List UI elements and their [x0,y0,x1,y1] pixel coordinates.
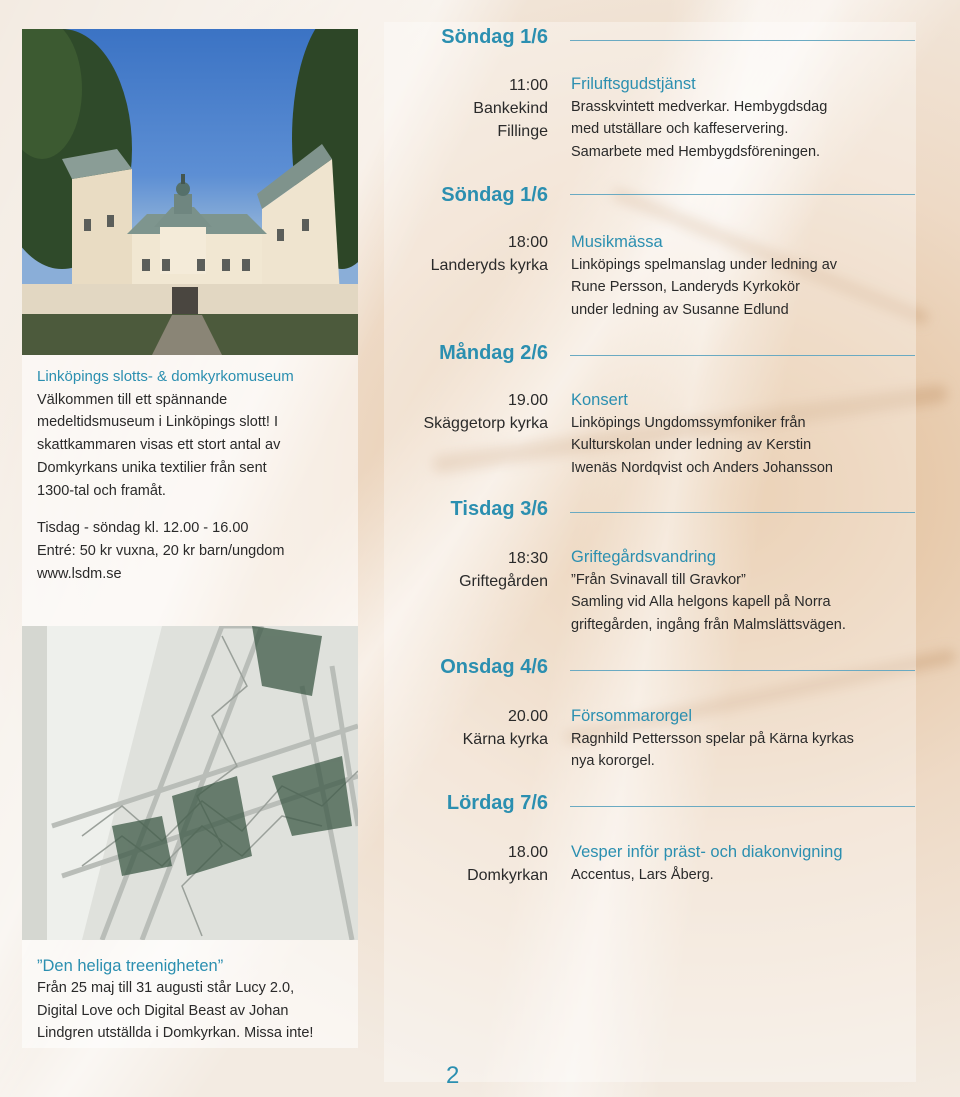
event-description [571,231,916,322]
castle-photo [22,29,358,355]
event-line: Brasskvintett medverkar. Hembygdsdag [571,98,828,115]
event-time: 11:00 [509,77,548,94]
time-place [459,547,548,593]
event-place: Kärna kyrka [462,731,548,748]
event-time: 18:30 [507,550,548,567]
day-heading: Onsdag 4/6 [440,656,548,678]
exhibit-line: Från 25 maj till 31 augusti står Lucy 2.0, [37,980,295,997]
time-place [467,841,548,887]
event-description [571,705,916,773]
page-number: 2 [446,1062,460,1089]
event-title: Musikmässa [571,233,663,251]
event-time: 19.00 [507,392,548,409]
event-line: Rune Persson, Landeryds Kyrkokör [571,279,800,296]
event-line: med utställare och kaffeservering. [571,121,789,138]
event-line: Samling vid Alla helgons kapell på Norra [571,594,831,611]
time-place [431,231,548,277]
museum-description-line: medeltidsmuseum i Linköpings slott! I [37,414,278,431]
event-line: Accentus, Lars Åberg. [571,866,714,883]
event-line: under ledning av Susanne Edlund [571,302,789,319]
exhibit-info [37,955,347,1044]
event-time: 18.00 [507,844,548,861]
event-place: Griftegården [459,573,548,590]
event-line: Linköpings spelmanslag under ledning av [571,256,838,273]
divider-rule [570,194,915,195]
time-place [463,705,548,751]
event-line: Samarbete med Hembygdsföreningen. [571,144,821,161]
event-time: 18:00 [507,234,548,251]
event-line: Kulturskolan under ledning av Kerstin [571,437,812,454]
divider-rule [570,40,915,41]
event-description [571,73,916,164]
day-heading: Söndag 1/6 [441,26,548,48]
event-place: Skäggetorp kyrka [423,415,548,432]
exhibit-line: Lindgren utställda i Domkyrkan. Missa inte! [37,1024,314,1041]
museum-hours: Tisdag - söndag kl. 12.00 - 16.00 [37,520,249,537]
museum-info [37,366,337,585]
event-line: Ragnhild Pettersson spelar på Kärna kyrkas [571,730,854,747]
event-place: Domkyrkan [467,867,548,884]
divider-rule [570,355,915,356]
event-place: Fillinge [497,123,548,140]
divider-rule [570,806,915,807]
event-line: Linköpings Ungdomssymfoniker från [571,414,806,431]
museum-description-line: Välkommen till ett spännande [37,391,228,408]
event-line: griftegården, ingång från Malmslättsvägen. [571,617,846,634]
time-place [423,389,548,435]
museum-description-line: 1300-tal och framåt. [37,482,166,499]
event-title: Griftegårdsvandring [571,548,716,566]
day-heading: Lördag 7/6 [446,792,548,814]
exhibit-line: Digital Love och Digital Beast av Johan [37,1002,289,1019]
event-line: ”Från Svinavall till Gravkor” [571,571,746,588]
event-description [571,841,916,886]
museum-description-line: skattkammaren visas ett stort antal av [37,437,281,454]
event-line: Iwenäs Nordqvist och Anders Johansson [571,460,833,477]
exhibit-title: ”Den heliga treenigheten” [37,957,224,975]
event-place: Landeryds kyrka [430,257,548,274]
divider-rule [570,512,915,513]
event-time: 20.00 [507,708,548,725]
museum-title: Linköpings slotts- & domkyrkomuseum [37,368,294,385]
day-heading: Söndag 1/6 [441,184,548,206]
event-title: Friluftsgudstjänst [571,75,696,93]
museum-entry: Entré: 50 kr vuxna, 20 kr barn/ungdom [37,542,285,559]
day-heading: Tisdag 3/6 [450,498,548,520]
sculpture-photo [22,626,358,940]
event-title: Konsert [571,391,628,409]
event-description [571,389,916,480]
museum-description-line: Domkyrkans unika textilier från sent [37,459,267,476]
event-place: Bankekind [473,100,548,117]
time-place [473,74,548,143]
day-heading: Måndag 2/6 [439,342,548,364]
museum-website-link[interactable]: www.lsdm.se [37,565,122,582]
event-title: Försommarorgel [571,707,693,725]
event-description [571,546,916,637]
divider-rule [570,670,915,671]
event-line: nya kororgel. [571,753,655,770]
event-title: Vesper inför präst- och diakonvigning [571,843,843,861]
